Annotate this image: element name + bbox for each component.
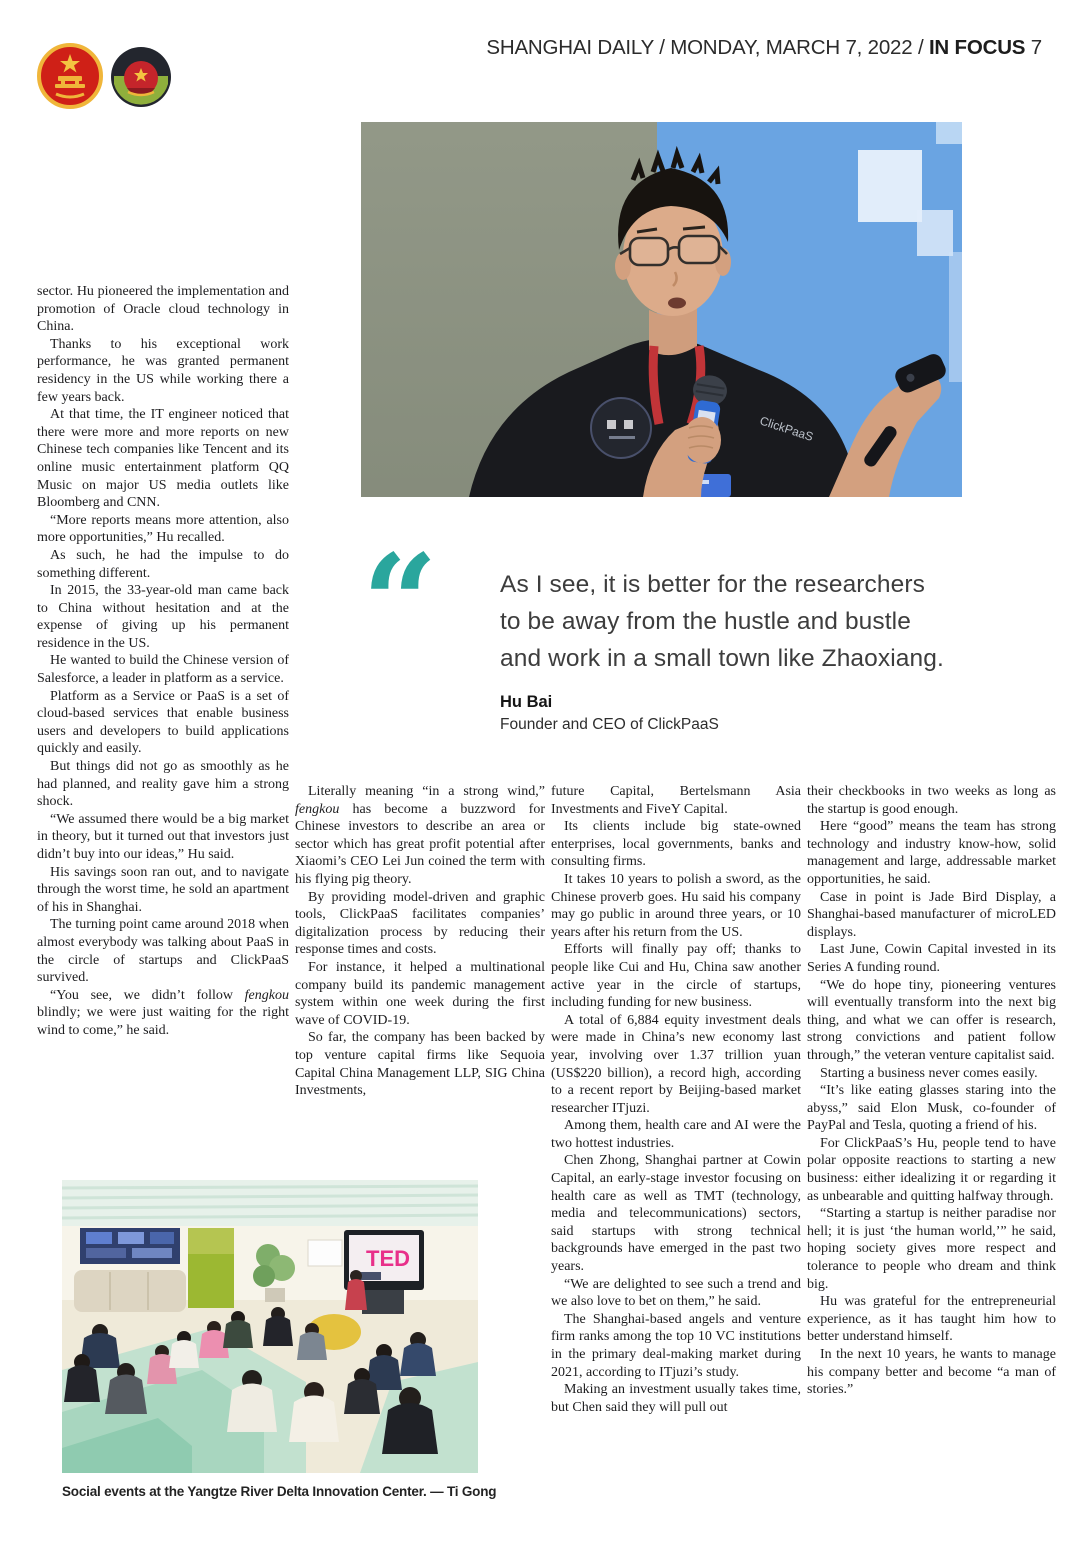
paragraph: But things did not go as smoothly as he had planned, and reality gave him a strong shock.: [37, 759, 289, 810]
paragraph: “It’s like eating glasses staring into the abyss,” said Elon Musk, co-founder of PayPal and Tesla, quoting a friend of his.: [807, 1083, 1056, 1134]
paragraph: Last June, Cowin Capital invested in its Series A funding round.: [807, 942, 1056, 975]
paragraph: sector. Hu pioneered the implementation and promotion of Oracle cloud technology in China.: [37, 284, 289, 335]
paragraph: It takes 10 years to polish a sword, as the Chinese proverb goes. Hu said his company may go public in around three years, or 10 years after his return from the US.: [551, 871, 801, 940]
paragraph: He wanted to build the Chinese version of Salesforce, a leader in platform as a service.: [37, 653, 289, 687]
paragraph: At that time, the IT engineer noticed that there were more and more reports on new Chinese tech companies like Tencent and its online music entertainment platform QQ Music on major US media outlets like Bloomberg and CNN.: [37, 407, 289, 511]
paragraph: Thanks to his exceptional work performance, he was granted permanent residency in the US while working there a few years back.: [37, 336, 289, 405]
sofa: [74, 1270, 186, 1312]
paragraph: The Shanghai-based angels and venture firm ranks among the top 10 VC institutions in the primary deal-making market during 2021, according to ITjuzi’s study.: [551, 1311, 801, 1380]
paragraph: The turning point came around 2018 when almost everybody was talking about PaaS in the circle of startups and ClickPaaS survived.: [37, 917, 289, 986]
paragraph: Hu was grateful for the entrepreneurial experience, as it has taught him how to better understand himself.: [807, 1294, 1056, 1345]
pull-quote-attribution-name: Hu Bai: [500, 693, 553, 711]
pull-quote-attribution-title: Founder and CEO of ClickPaaS: [500, 716, 719, 733]
paragraph: His savings soon ran out, and to navigate through the worst time, he sold an apartment of his in Shanghai.: [37, 864, 289, 915]
paragraph: Here “good” means the team has strong technology and industry know-how, solid management and large, addressable market opportunities, he said.: [807, 819, 1056, 887]
paragraph: “We are delighted to see such a trend and we also love to bet on them,” he said.: [551, 1276, 801, 1310]
article-column-2: [295, 783, 545, 1100]
paragraph: A total of 6,884 equity investment deals were made in China’s new economy last year, involving over 1.37 trillion yuan (US$220 billion), a record high, according to a recent report by Beijing-based market researcher ITjuzi.: [551, 1012, 801, 1116]
paragraph: “We do hope tiny, pioneering ventures will eventually transform into the next big thing, and what we can offer is research, strong convictions and patient follow through,” the veteran venture capitalist said.: [807, 977, 1056, 1063]
paragraph: Chen Zhong, Shanghai partner at Cowin Capital, an early-stage investor focusing on health care as well as TMT (technology, media and telecommunications) sectors, said startups with strong technical backgrounds have emerged in the past two years.: [551, 1153, 801, 1275]
screen-text: TED: [366, 1246, 410, 1271]
pull-quote: [500, 566, 952, 734]
paragraph: their checkbooks in two weeks as long as the startup is good enough.: [807, 784, 1056, 817]
paragraph: Literally meaning “in a strong wind,” fengkou has become a buzzword for Chinese investors to describe an area or sector which has great profit potential after Xiaomi’s CEO Lei Jun coined the term with his flying pig theory.: [295, 784, 545, 887]
china-national-emblem-icon: [36, 42, 104, 110]
masthead-page-number: 7: [1025, 36, 1042, 59]
masthead: [486, 36, 1042, 60]
paragraph: For ClickPaaS’s Hu, people tend to have polar opposite reactions to starting a new business: either idealizing it or regarding it as unbearable and quitting halfway through.: [807, 1135, 1056, 1204]
shirt-text: ClickPaaS: [758, 413, 816, 444]
paragraph: Efforts will finally pay off; thanks to people like Cui and Hu, China saw another active year in the circle of startups, including funding for new business.: [551, 942, 801, 1011]
paragraph: As such, he had the impulse to do something different.: [37, 547, 289, 581]
paragraph: future Capital, Bertelsmann Asia Investments and FiveY Capital.: [551, 784, 801, 817]
secondary-photo: [62, 1180, 478, 1473]
photo-caption: Social events at the Yangtze River Delta Innovation Center. — Ti Gong: [62, 1484, 497, 1499]
paragraph: Platform as a Service or PaaS is a set of cloud-based services that enable business users and developers to build applications quickly and easily.: [37, 688, 289, 757]
cppcc-emblem-icon: [110, 46, 172, 108]
main-photo: [361, 122, 962, 497]
masthead-date: SHANGHAI DAILY / MONDAY, MARCH 7, 2022 /: [486, 36, 929, 59]
paragraph: Its clients include big state-owned enterprises, local governments, banks and consulting firms.: [551, 819, 801, 870]
badge: [591, 398, 651, 458]
masthead-section: IN FOCUS: [928, 36, 1026, 59]
article-column-4: [807, 783, 1056, 1399]
article-column-3: [551, 783, 801, 1416]
paragraph: “Starting a startup is neither paradise nor hell; it is just ‘the human world,’” he said, hoping society gives more respect and tolerance to people who dream and think big.: [807, 1206, 1056, 1292]
paragraph: For instance, it helped a multinational company build its pandemic management system within one week during the first wave of COVID-19.: [295, 959, 545, 1028]
paragraph: So far, the company has been backed by top venture capital firms like Sequoia Capital China Management LLP, SIG China Investments,: [295, 1030, 545, 1099]
paragraph: Case in point is Jade Bird Display, a Shanghai-based manufacturer of microLED displays.: [807, 889, 1056, 940]
paragraph: Starting a business never comes easily.: [820, 1065, 1038, 1081]
paragraph: “We assumed there would be a big market in theory, but it turned out that investors just didn’t buy into our ideas,” Hu said.: [37, 811, 289, 862]
article-column-1: [37, 283, 289, 1040]
paragraph: “More reports means more attention, also more opportunities,” Hu recalled.: [37, 512, 289, 546]
pull-quote-text: As I see, it is better for the researchers to be away from the hustle and bustle and work in a small town like Zhaoxiang.: [500, 571, 944, 672]
paragraph: By providing model-driven and graphic tools, ClickPaaS facilitates companies’ digitalization process by reducing their response times and costs.: [295, 889, 545, 958]
paragraph: In 2015, the 33-year-old man came back to China without hesitation and at the expense of giving up his permanent residence in the US.: [37, 583, 289, 651]
paragraph: Among them, health care and AI were the two hottest industries.: [551, 1118, 801, 1151]
paragraph: In the next 10 years, he wants to manage his company better and become “a man of stories.”: [807, 1347, 1056, 1398]
paragraph: Making an investment usually takes time, but Chen said they will pull out: [551, 1382, 801, 1415]
quote-marks-icon: “: [362, 526, 438, 681]
paragraph: “You see, we didn’t follow fengkou blindly; we were just waiting for the right wind to come,” he said.: [37, 987, 289, 1038]
